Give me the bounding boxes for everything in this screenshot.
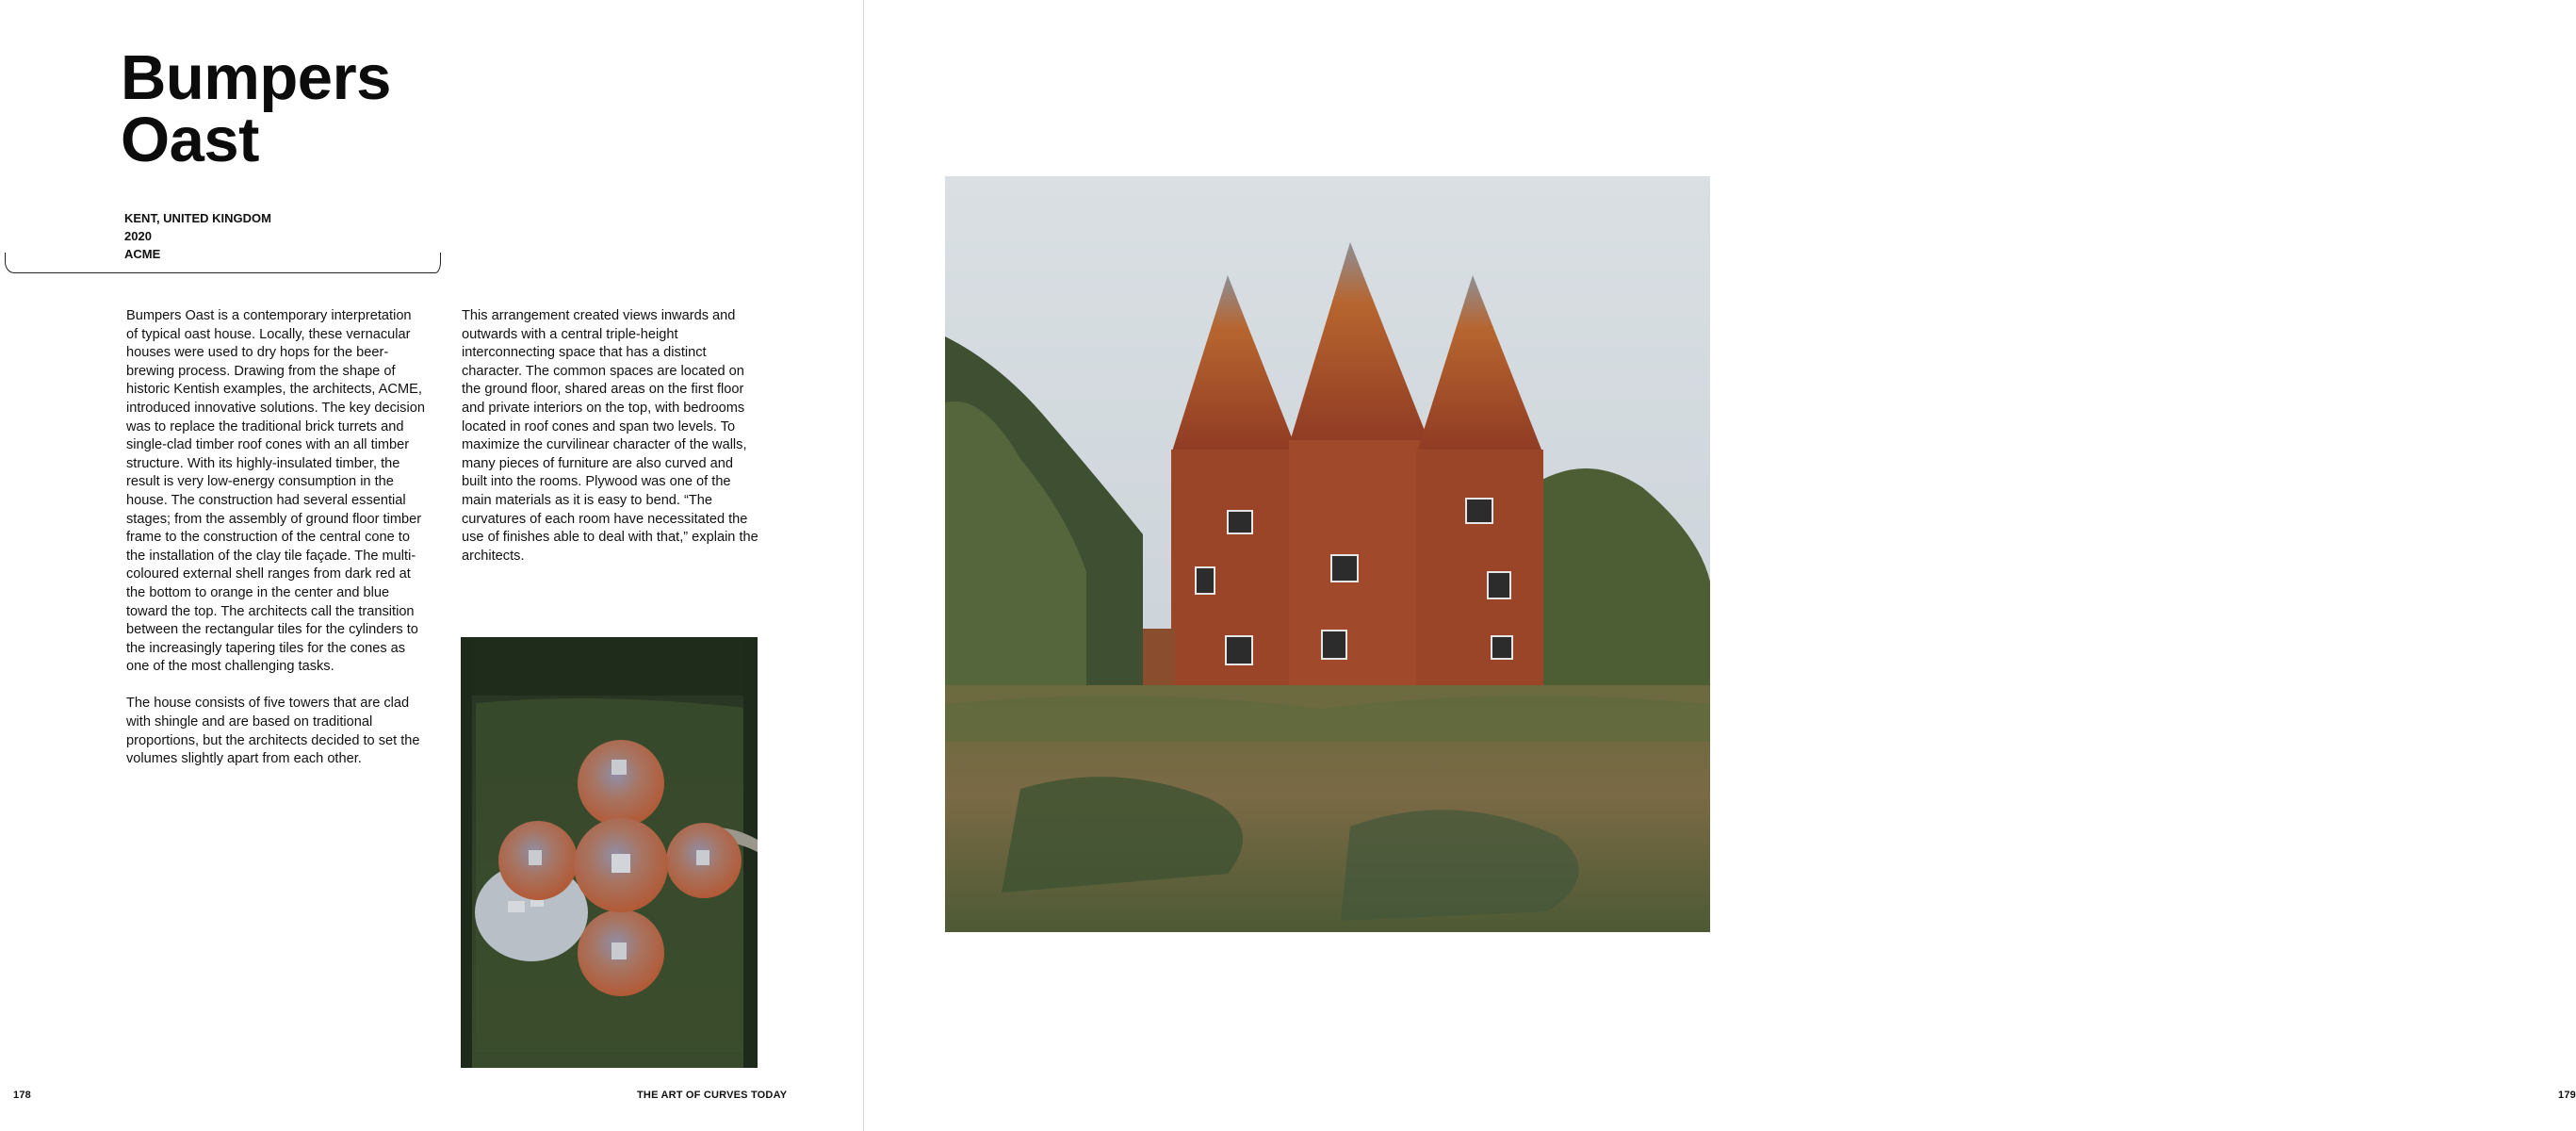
title-line-2: Oast <box>121 105 259 175</box>
title-line-1: Bumpers <box>121 42 391 113</box>
body-column-2 <box>462 307 761 566</box>
exterior-photo <box>945 176 1710 932</box>
section-divider <box>5 253 441 273</box>
body-paragraph: The house consists of five towers that are clad with shingle and are based on traditional proportions, but the architects decided to set the volumes slightly apart from each other. <box>126 696 420 767</box>
body-column-1 <box>126 307 426 769</box>
body-paragraph: This arrangement created views inwards and outwards with a central triple-height interconnecting space that has a distinct character. The common spaces are located on the ground floor, shared areas on the first floor and private interiors on the top, with bedrooms located in roof cones and span two levels. To maximize the curvilinear character of the walls, many pieces of furniture are also curved and built into the rooms. Plywood was one of the main materials as it is easy to bend. “The curvatures of each room have necessitated the use of finishes able to deal with that,” explain the architects. <box>462 308 758 564</box>
aerial-photo <box>461 637 758 1068</box>
project-architect: ACME <box>124 247 161 261</box>
running-title: THE ART OF CURVES TODAY <box>637 1090 788 1101</box>
project-year: 2020 <box>124 229 152 243</box>
body-paragraph: Bumpers Oast is a contemporary interpretation of typical oast house. Locally, these vernacular houses were used to dry hops for the beer-brewing process. Drawing from the shape of historic Kentish examples, the architects, ACME, introduced innovative solutions. The key decision was to replace the traditional brick turrets and single-clad timber roof cones with an all timber structure. With its highly-insulated timber, the result is very low-energy consumption in the house. The construction had several essential stages; from the assembly of ground floor timber frame to the construction of the central cone to the installation of the clay tile façade. The multi-coloured external shell ranges from dark red at the bottom to orange in the center and blue toward the top. The architects call the transition between the rectangular tiles for the cylinders to the increasingly tapering tiles for the cones as one of the most challenging tasks. <box>126 308 425 675</box>
article-title <box>121 42 391 175</box>
project-location: KENT, UNITED KINGDOM <box>124 211 271 225</box>
page-number-left: 178 <box>13 1090 31 1101</box>
page-number-right: 179 <box>2558 1090 2576 1101</box>
left-page <box>0 0 863 1131</box>
